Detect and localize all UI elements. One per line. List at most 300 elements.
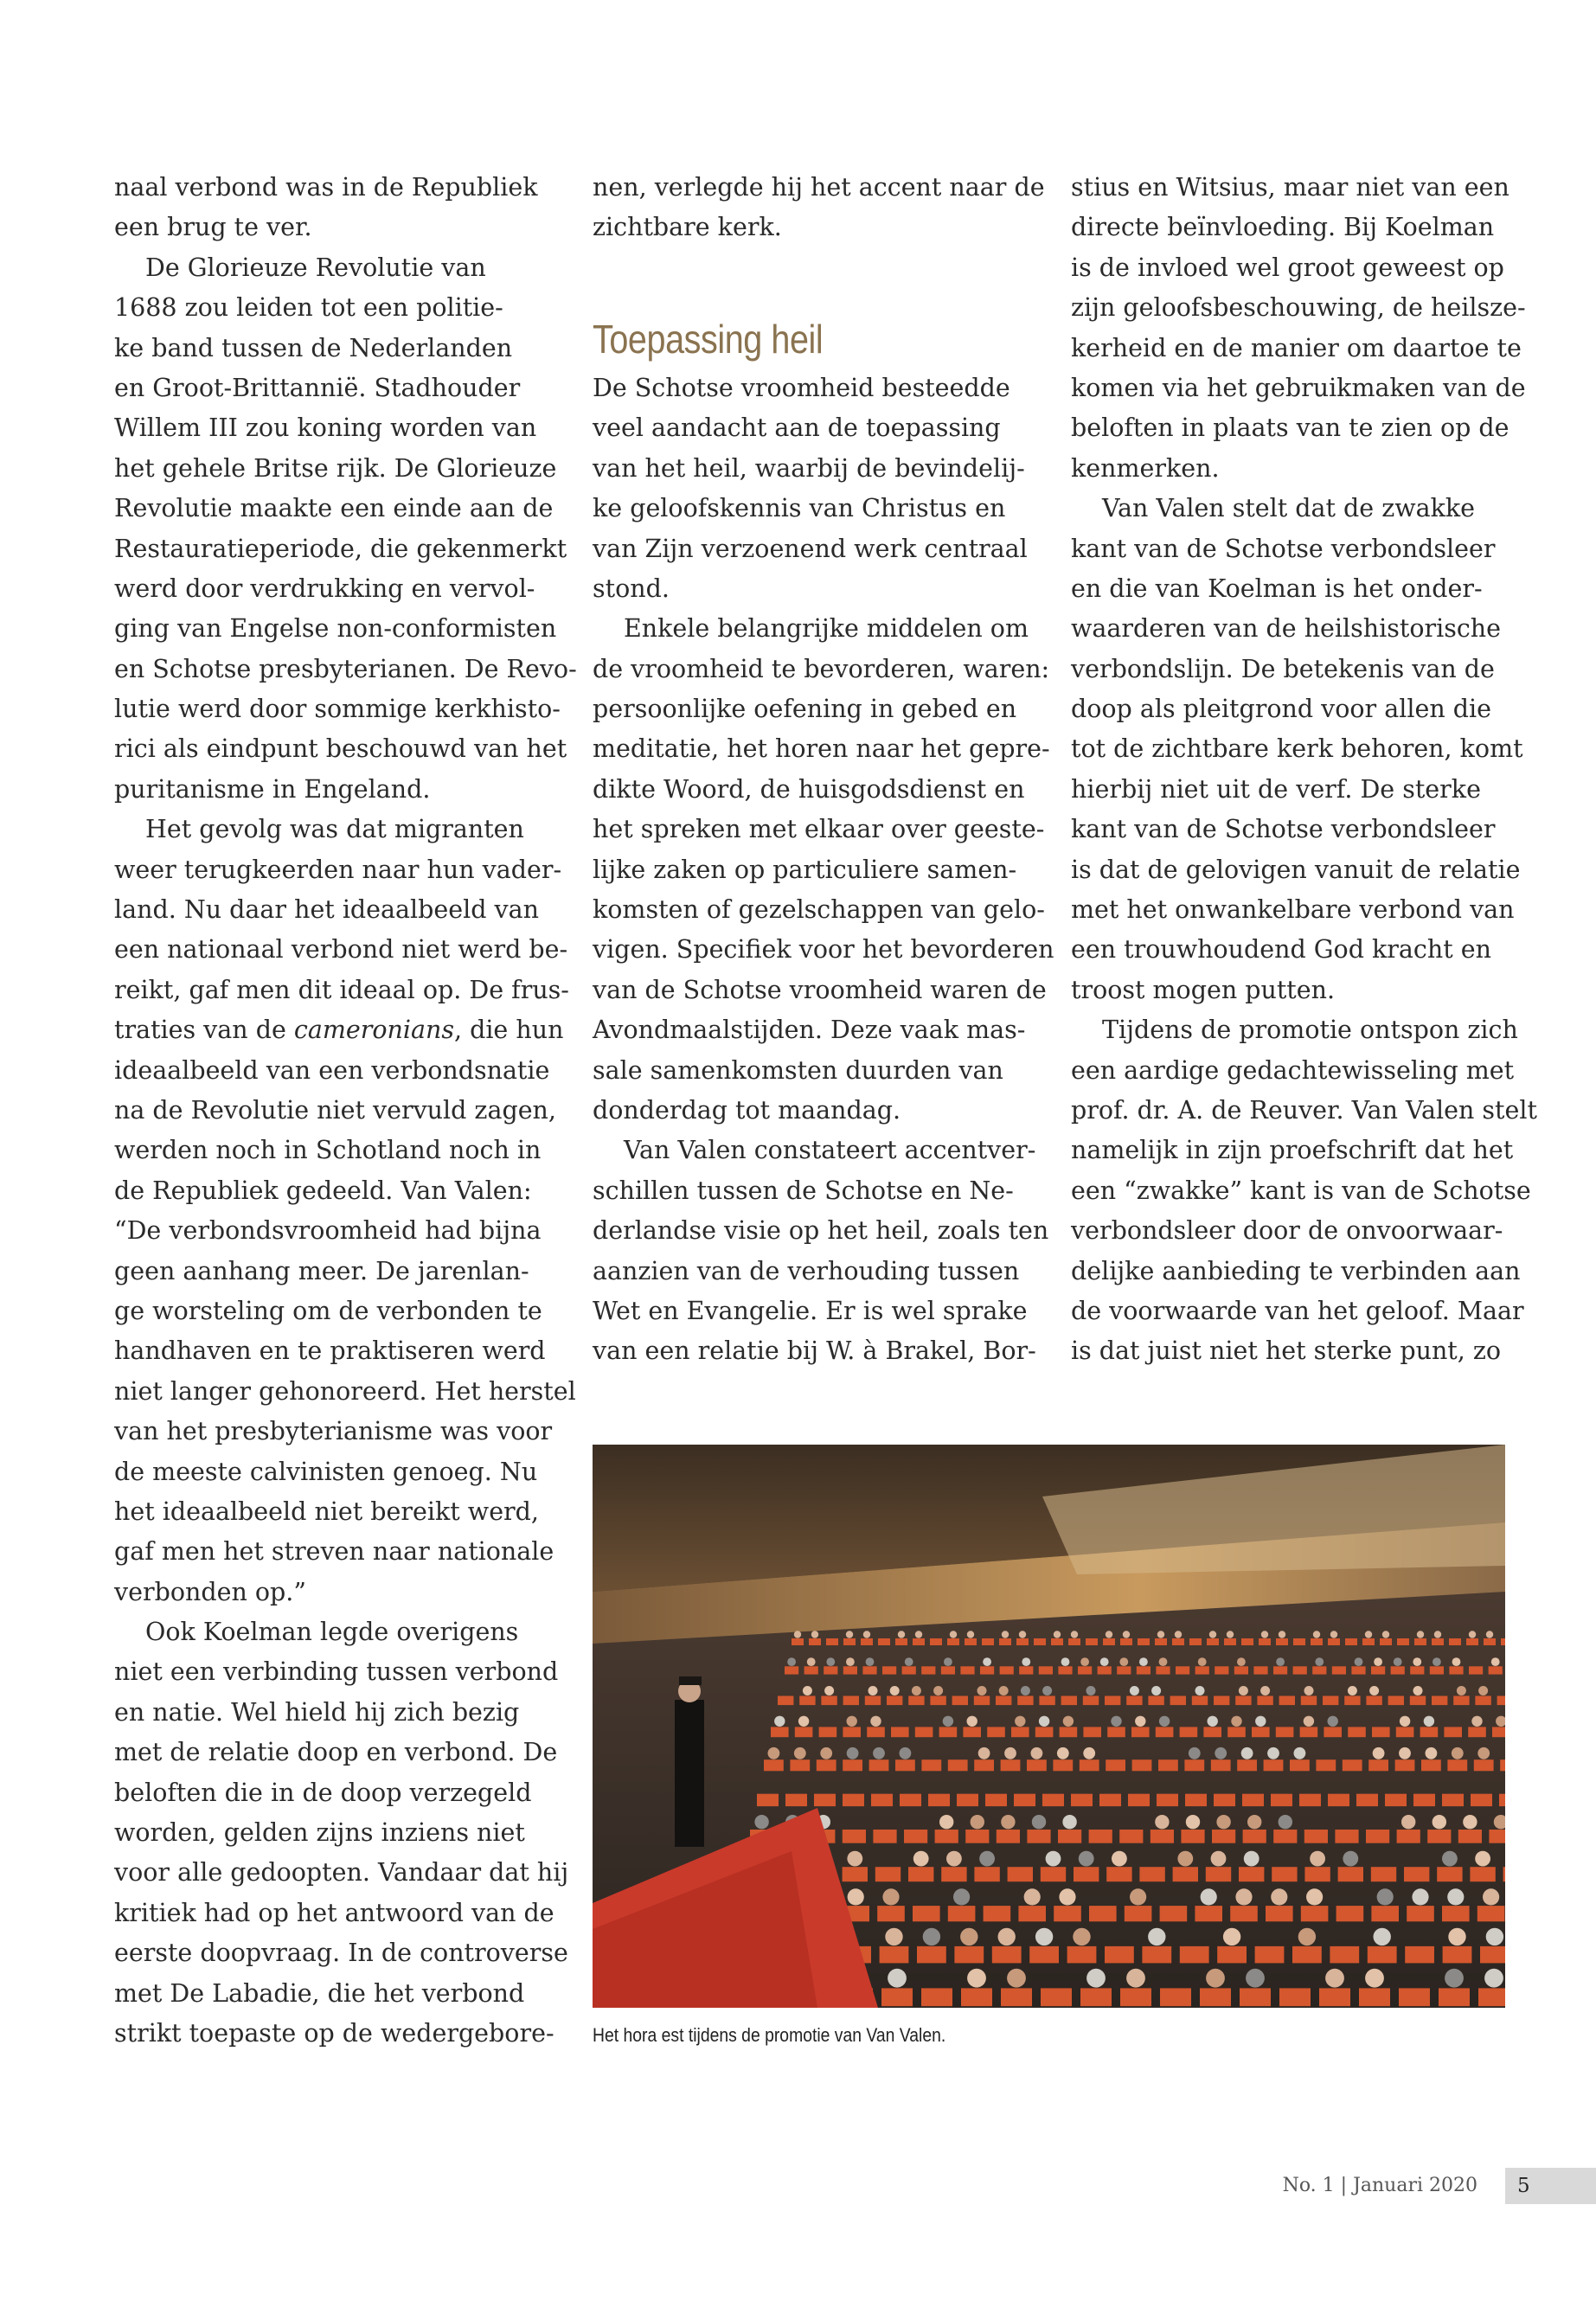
audience-head	[1231, 1716, 1241, 1727]
seat-shape	[1034, 1638, 1046, 1645]
text-line: van een relatie bij W. à Brakel, Bor-	[593, 1336, 1036, 1366]
audience-head	[1330, 1631, 1337, 1638]
seat-shape	[1200, 1988, 1231, 2006]
seat-shape	[1203, 1727, 1221, 1737]
text-line: beloften die in de doop verzegeld	[114, 1778, 532, 1807]
audience-head	[1310, 1851, 1325, 1867]
seat-shape	[1484, 1638, 1496, 1645]
seat-shape	[1312, 1666, 1326, 1674]
seat-shape	[862, 1666, 876, 1674]
text-line: met het onwankelbare verbond van	[1071, 895, 1515, 925]
audience-head	[1061, 1657, 1070, 1666]
seat-shape	[984, 1906, 1011, 1921]
seat-shape	[1074, 1867, 1099, 1881]
audience-head	[1279, 1631, 1285, 1638]
audience-head	[807, 1657, 816, 1666]
audience-head	[1417, 1631, 1424, 1638]
seat-shape	[1042, 1794, 1064, 1806]
audience-head	[1086, 1686, 1096, 1695]
text-line: reikt, gaf men dit ideaal op. De frus-	[114, 975, 569, 1004]
text-line: verbonden op.”	[114, 1577, 306, 1606]
seat-shape	[1276, 1638, 1288, 1645]
seat-shape	[1420, 1727, 1439, 1737]
seat-shape	[1176, 1666, 1189, 1674]
audience-head	[1328, 1716, 1338, 1727]
seat-shape	[1155, 1638, 1167, 1645]
seat-shape	[1255, 1946, 1285, 1964]
audience-head	[824, 1686, 834, 1695]
text-line: het spreken met elkaar over geeste-	[593, 815, 1045, 844]
seat-shape	[1253, 1666, 1267, 1674]
seat-shape	[1011, 1727, 1029, 1737]
seat-shape	[1413, 1794, 1435, 1806]
audience-head	[933, 1686, 943, 1695]
seat-shape	[941, 1666, 955, 1674]
audience-head	[1130, 1686, 1139, 1695]
text-line: beloften in plaats van te zien op de	[1071, 413, 1509, 443]
seat-shape	[1385, 1794, 1407, 1806]
audience-head	[1365, 1631, 1372, 1638]
seat-shape	[1014, 1794, 1035, 1806]
text-line: naal verbond was in de Republiek	[114, 173, 538, 202]
seat-shape	[1368, 1759, 1388, 1771]
audience-head	[863, 1631, 870, 1638]
seat-shape	[1388, 1696, 1404, 1706]
seat-shape	[1442, 1906, 1470, 1921]
audience-head	[979, 1851, 995, 1867]
seat-shape	[824, 1666, 837, 1674]
seat-shape	[1224, 1638, 1236, 1645]
seat-shape	[941, 1867, 966, 1881]
seat-shape	[1157, 1794, 1178, 1806]
audience-head	[1452, 1657, 1461, 1666]
seat-shape	[821, 1696, 836, 1706]
text-line: gaf men het streven naar nationale	[114, 1537, 554, 1567]
seat-shape	[1067, 1946, 1097, 1964]
text-line: meditatie, het horen naar het gepre-	[593, 734, 1050, 764]
seat-shape	[963, 1727, 981, 1737]
seat-shape	[880, 1946, 909, 1964]
audience-head	[1139, 1657, 1148, 1666]
seat-shape	[1366, 1696, 1381, 1706]
seat-shape	[908, 1867, 933, 1881]
audience-head	[794, 1631, 801, 1638]
audience-head	[1241, 1747, 1253, 1759]
audience-head	[798, 1716, 809, 1727]
text-line: Ook Koelman legde overigens	[145, 1618, 519, 1647]
text-line: vigen. Specifiek voor het bevorderen	[593, 935, 1054, 965]
seat-shape	[980, 1666, 994, 1674]
audience-head	[1447, 1888, 1464, 1905]
seat-shape	[1271, 1794, 1292, 1806]
text-line: namelijk in zijn proefschrift dat het	[1071, 1136, 1514, 1165]
text-line: is de invloed wel groot geweest op	[1071, 253, 1504, 282]
seat-shape	[1189, 1638, 1202, 1645]
seat-shape	[1439, 1988, 1470, 2006]
text-line: 1688 zou leiden tot een politie-	[114, 293, 503, 323]
audience-head	[1325, 1969, 1344, 1988]
text-line: Restauratieperiode, die gekenmerkt	[114, 534, 567, 563]
text-line: van het presbyterianisme was voor	[114, 1417, 553, 1446]
seat-shape	[778, 1696, 793, 1706]
seat-shape	[1240, 1988, 1271, 2006]
seat-shape	[1499, 1794, 1505, 1806]
seat-shape	[915, 1727, 933, 1737]
seat-shape	[1103, 1638, 1115, 1645]
seat-shape	[1160, 1988, 1191, 2006]
text-line: ideaalbeeld van een verbondsnatie	[114, 1055, 550, 1085]
audience-head	[1478, 1686, 1488, 1695]
audience-head	[1177, 1851, 1193, 1867]
seat-shape	[935, 1830, 958, 1843]
seat-shape	[1301, 1696, 1317, 1706]
text-line: en natie. Wel hield hij zich bezig	[114, 1697, 520, 1727]
text-line: Avondmaalstijden. Deze vaak mas-	[593, 1016, 1026, 1045]
seat-shape	[1338, 1867, 1363, 1881]
seat-shape	[861, 1638, 873, 1645]
seat-shape	[1372, 1727, 1390, 1737]
audience-head	[1267, 1747, 1279, 1759]
audience-head	[811, 1631, 818, 1638]
seat-shape	[1293, 1666, 1307, 1674]
text-line: dikte Woord, de huisgodsdienst en	[593, 774, 1025, 804]
seat-shape	[1453, 1696, 1469, 1706]
audience-head	[1457, 1686, 1466, 1695]
audience-head	[1491, 1657, 1500, 1666]
seat-shape	[1489, 1830, 1505, 1843]
text-line: verbondsleer door de onvoorwaar-	[1071, 1216, 1503, 1246]
text-line: stius en Witsius, maar niet van een	[1071, 173, 1509, 202]
text-line: directe beïnvloeding. Bij Koelman	[1071, 213, 1495, 242]
seat-shape	[1259, 1638, 1271, 1645]
seat-shape	[1117, 1666, 1131, 1674]
seat-shape	[799, 1696, 815, 1706]
seat-shape	[1292, 1946, 1322, 1964]
text-line: een “zwakke” kant is van de Schotse	[1071, 1176, 1531, 1205]
seat-shape	[869, 1759, 889, 1771]
seat-shape	[1098, 1666, 1112, 1674]
audience-head	[1004, 1747, 1016, 1759]
audience-head	[826, 1657, 835, 1666]
audience-head	[1382, 1631, 1389, 1638]
seat-shape	[887, 1696, 902, 1706]
audience-head	[1063, 1716, 1074, 1727]
seat-shape	[1083, 1696, 1099, 1706]
seat-shape	[895, 1638, 907, 1645]
seat-shape	[1120, 1638, 1132, 1645]
seat-shape	[871, 1794, 893, 1806]
audience-head	[1198, 1657, 1207, 1666]
seat-shape	[809, 1638, 821, 1645]
seat-shape	[999, 1638, 1011, 1645]
seat-shape	[1497, 1696, 1505, 1706]
audience-head	[998, 1928, 1016, 1945]
seat-shape	[921, 1666, 935, 1674]
audience-head	[1239, 1686, 1248, 1695]
audience-head	[1433, 1815, 1446, 1829]
seat-shape	[1078, 1666, 1092, 1674]
seat-shape	[1430, 1666, 1444, 1674]
seat-shape	[921, 1988, 952, 2006]
seat-shape	[1252, 1727, 1270, 1737]
seat-shape	[1503, 1867, 1505, 1881]
seat-shape	[1138, 1638, 1150, 1645]
audience-head	[1186, 1815, 1200, 1829]
text-line: land. Nu daar het ideaalbeeld van	[114, 895, 539, 925]
seat-shape	[1466, 1638, 1478, 1645]
seat-shape	[1272, 1867, 1297, 1881]
seat-shape	[843, 1666, 857, 1674]
seat-shape	[1368, 1946, 1397, 1964]
audience-head	[1042, 1686, 1052, 1695]
audience-head	[1083, 1747, 1095, 1759]
audience-head	[1216, 1815, 1230, 1829]
seat-shape	[1008, 1867, 1033, 1881]
seat-shape	[1293, 1638, 1305, 1645]
seat-shape	[843, 1830, 866, 1843]
seat-shape	[1243, 1830, 1266, 1843]
text-line: verbondslijn. De betekenis van de	[1071, 654, 1495, 683]
seat-shape	[1319, 1988, 1350, 2006]
text-line: werd door verdrukking en vervol-	[114, 574, 535, 603]
seat-shape	[1469, 1666, 1483, 1674]
audience-head	[848, 1888, 864, 1905]
seat-shape	[1132, 1759, 1152, 1771]
seat-shape	[1137, 1666, 1151, 1674]
paragraph-gap	[593, 248, 1035, 288]
text-line: waarderen van de heilshistorische	[1071, 614, 1502, 644]
audience-head	[1031, 1747, 1043, 1759]
text-line: werden noch in Schotland noch in	[114, 1136, 542, 1165]
audience-head	[915, 1631, 922, 1638]
audience-head	[1100, 1657, 1109, 1666]
text-line: kant van de Schotse verbondsleer	[1071, 815, 1496, 844]
seat-shape	[1458, 1830, 1482, 1843]
text-line: Willem III zou koning worden van	[114, 413, 537, 443]
seat-shape	[1301, 1906, 1329, 1921]
audience-head	[866, 1657, 875, 1666]
seat-shape	[996, 1696, 1011, 1706]
seat-shape	[961, 1988, 992, 2006]
audience-head	[1059, 1888, 1075, 1905]
seat-shape	[1362, 1638, 1375, 1645]
seat-shape	[1407, 1906, 1434, 1921]
audience-head	[1413, 1686, 1423, 1695]
seat-shape	[891, 1727, 909, 1737]
audience-head	[1001, 1815, 1015, 1829]
seat-shape	[1001, 1988, 1032, 2006]
text-line: Van Valen stelt dat de zwakke	[1102, 494, 1476, 523]
audience-head	[1373, 1747, 1385, 1759]
seat-shape	[1477, 1906, 1505, 1921]
audience-head	[1486, 1631, 1493, 1638]
audience-head	[1157, 1631, 1164, 1638]
text-line: puritanisme in Engeland.	[114, 774, 431, 804]
audience-head	[1369, 1686, 1379, 1695]
audience-head	[787, 1657, 796, 1666]
seat-shape	[1180, 1946, 1209, 1964]
audience-head	[977, 1686, 987, 1695]
seat-shape	[843, 1759, 862, 1771]
audience-head	[846, 1657, 855, 1666]
seat-shape	[1035, 1727, 1054, 1737]
seat-shape	[1089, 1830, 1112, 1843]
seat-shape	[985, 1794, 1007, 1806]
seat-shape	[974, 1759, 994, 1771]
seat-shape	[1068, 1638, 1080, 1645]
audience-head	[1119, 1657, 1128, 1666]
audience-head	[912, 1686, 921, 1695]
seat-shape	[1414, 1638, 1426, 1645]
audience-head	[967, 1969, 986, 1988]
photo-caption: Het hora est tijdens de promotie van Van Valen.	[593, 2024, 946, 2046]
audience-head	[1071, 1631, 1078, 1638]
seat-shape	[1432, 1696, 1447, 1706]
audience-head	[1195, 1686, 1205, 1695]
audience-head	[1413, 1657, 1421, 1666]
seat-shape	[1264, 1759, 1284, 1771]
seat-shape	[913, 1906, 940, 1921]
audience-head	[1412, 1888, 1428, 1905]
audience-head	[774, 1716, 785, 1727]
audience-head	[1452, 1747, 1464, 1759]
audience-head	[846, 1631, 853, 1638]
audience-head	[939, 1815, 953, 1829]
audience-head	[1255, 1716, 1266, 1727]
audience-head	[944, 1657, 952, 1666]
audience-head	[885, 1928, 902, 1945]
audience-head	[847, 1851, 862, 1867]
audience-head	[888, 1969, 907, 1988]
text-line: sale samenkomsten duurden van	[593, 1055, 1003, 1085]
seat-shape	[1000, 1666, 1014, 1674]
text-line: kant van de Schotse verbondsleer	[1071, 534, 1496, 563]
text-line: Van Valen constateert accentver-	[624, 1136, 1036, 1165]
audience-head	[1189, 1747, 1201, 1759]
text-line: na de Revolutie niet vervuld zagen,	[114, 1095, 556, 1125]
seat-shape	[1276, 1727, 1294, 1737]
audience-head	[1298, 1928, 1316, 1945]
seat-shape	[930, 1638, 942, 1645]
seat-shape	[1316, 1759, 1336, 1771]
seat-shape	[1212, 1830, 1235, 1843]
audience-head	[1148, 1928, 1165, 1945]
audience-head	[869, 1686, 878, 1695]
column-2	[593, 168, 1054, 1372]
audience-head	[1475, 1851, 1490, 1867]
seat-shape	[1105, 1946, 1134, 1964]
seat-shape	[1336, 1906, 1364, 1921]
seat-shape	[843, 1638, 856, 1645]
seat-shape	[1492, 1727, 1505, 1737]
audience-head	[900, 1747, 912, 1759]
audience-head	[960, 1928, 977, 1945]
seat-shape	[1279, 1988, 1311, 2006]
seat-shape	[804, 1666, 818, 1674]
text-line: hierbij niet uit de verf. De sterke	[1071, 774, 1481, 804]
text-line: Enkele belangrijke middelen om	[624, 614, 1029, 644]
audience-head	[1215, 1747, 1227, 1759]
seat-shape	[1311, 1638, 1323, 1645]
audience-head	[1276, 1657, 1285, 1666]
seat-shape	[1029, 1946, 1059, 1964]
seat-shape	[1181, 1830, 1204, 1843]
audience-head	[803, 1686, 812, 1695]
text-line: schillen tussen de Schotse en Ne-	[593, 1176, 1014, 1205]
text-line: delijke aanbieding te verbinden aan	[1071, 1256, 1521, 1285]
seat-shape	[1214, 1696, 1229, 1706]
seat-shape	[1211, 1759, 1231, 1771]
audience-head	[1477, 1747, 1490, 1759]
seat-shape	[1106, 1759, 1125, 1771]
seat-shape	[1214, 1794, 1235, 1806]
seat-shape	[1273, 1666, 1287, 1674]
seat-shape	[939, 1727, 958, 1737]
column-1	[114, 168, 577, 2054]
audience-head	[1442, 1851, 1458, 1867]
text-line: persoonlijke oefening in gebed en	[593, 695, 1017, 724]
seat-shape	[819, 1727, 837, 1737]
seat-shape	[1172, 1638, 1184, 1645]
audience-head	[1471, 1716, 1482, 1727]
seat-shape	[1478, 1988, 1505, 2006]
audience-head	[1434, 1631, 1441, 1638]
seat-shape	[1207, 1638, 1219, 1645]
text-line: een aardige gedachtewisseling met	[1071, 1055, 1515, 1085]
seat-shape	[1195, 1906, 1222, 1921]
seat-shape	[1080, 1988, 1112, 2006]
audience-head	[820, 1747, 832, 1759]
text-line: met De Labadie, die het verbond	[114, 1978, 525, 2008]
seat-shape	[881, 1988, 913, 2006]
seat-shape	[1480, 1946, 1505, 1964]
audience-head	[1483, 1888, 1499, 1905]
seat-shape	[873, 1830, 896, 1843]
audience-head	[923, 1928, 940, 1945]
seat-shape	[1405, 1946, 1434, 1964]
text-line: kritiek had op het antwoord van de	[114, 1898, 554, 1927]
seat-shape	[1054, 1906, 1081, 1921]
audience-head	[1159, 1716, 1170, 1727]
audience-head	[1227, 1631, 1234, 1638]
audience-head	[1237, 1657, 1246, 1666]
text-line: “De verbondsvroomheid had bijna	[114, 1216, 542, 1246]
audience-head	[1463, 1815, 1477, 1829]
seat-shape	[1290, 1759, 1310, 1771]
seat-shape	[1468, 1727, 1486, 1737]
seat-shape	[1328, 1638, 1340, 1645]
audience-head	[1271, 1888, 1287, 1905]
seat-shape	[1371, 1906, 1399, 1921]
audience-head	[1126, 1969, 1145, 1988]
seat-shape	[1366, 1830, 1389, 1843]
seat-shape	[974, 1867, 999, 1881]
seat-shape	[867, 1727, 885, 1737]
seat-shape	[1237, 1759, 1257, 1771]
text-line: van het heil, waarbij de bevindelij-	[593, 453, 1025, 483]
text-line: lijke zaken op particuliere samen-	[593, 855, 1017, 884]
seat-shape	[1041, 1988, 1072, 2006]
seat-shape	[792, 1638, 804, 1645]
seat-shape	[1027, 1830, 1050, 1843]
seat-shape	[957, 1794, 978, 1806]
seat-shape	[875, 1867, 901, 1881]
seat-shape	[1239, 1867, 1264, 1881]
text-line: Tijdens de promotie ontspon zich	[1102, 1016, 1518, 1045]
audience-head	[1304, 1716, 1314, 1727]
seat-shape	[1242, 1794, 1264, 1806]
audience-head	[971, 1815, 984, 1829]
